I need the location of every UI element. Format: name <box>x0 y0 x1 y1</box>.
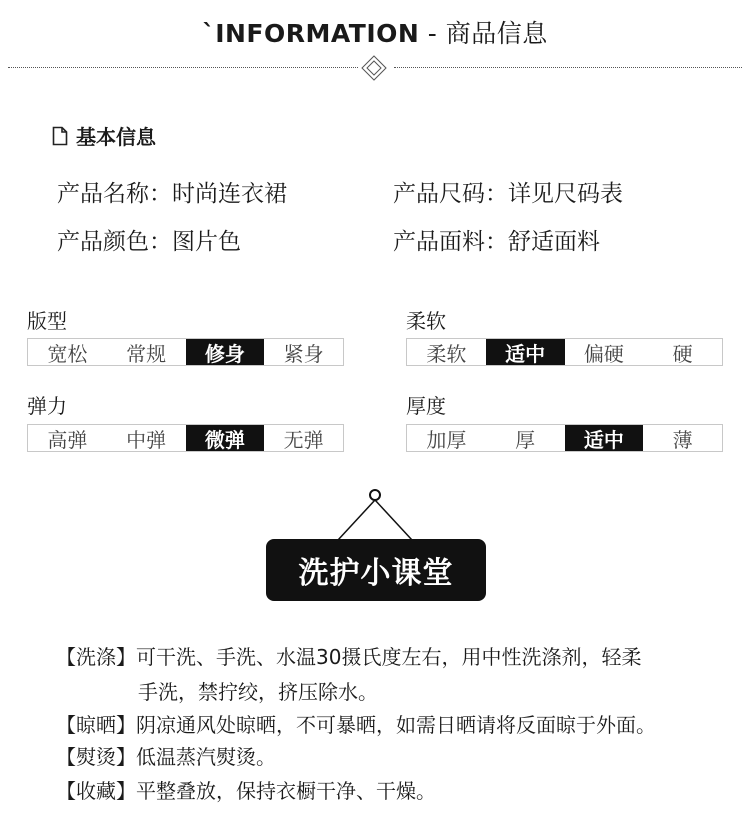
care-tag: 【洗涤】 <box>56 645 136 669</box>
care-line-wash <box>56 641 641 670</box>
attr-softness-option: 柔软 <box>426 341 467 366</box>
care-line-iron <box>56 741 276 770</box>
care-banner: 洗护小课堂 <box>266 539 486 601</box>
care-tag: 【收藏】 <box>56 779 136 803</box>
care-line-wash-cont: 手洗，禁拧绞，挤压除水。 <box>138 680 378 704</box>
page-title-en: `INFORMATION <box>202 19 420 48</box>
info-value: 图片色 <box>172 229 241 255</box>
page-title-separator: - <box>427 19 438 48</box>
page-title-cn: 商品信息 <box>445 19 548 48</box>
basic-info-title: 基本信息 <box>76 125 156 149</box>
attr-fit-option-selected: 修身 <box>186 339 265 365</box>
info-value: 时尚连衣裙 <box>172 181 287 207</box>
attr-elasticity-option: 中弹 <box>126 427 167 452</box>
care-tag: 【熨烫】 <box>56 745 136 769</box>
care-line-dry <box>56 709 656 738</box>
care-text: 可干洗、手洗、水温30摄氏度左右，用中性洗涤剂，轻柔 <box>136 645 642 669</box>
care-text: 平整叠放，保持衣橱干净、干燥。 <box>136 779 436 803</box>
info-product-size: 产品尺码：详见尺码表 <box>393 181 623 207</box>
care-text: 低温蒸汽熨烫。 <box>136 745 276 769</box>
info-product-name: 产品名称：时尚连衣裙 <box>57 181 287 207</box>
attr-fit-option: 紧身 <box>283 341 324 366</box>
attr-elasticity-scale <box>27 424 344 452</box>
document-icon <box>52 126 68 146</box>
care-tag: 【晾晒】 <box>56 713 136 737</box>
info-product-fabric: 产品面料：舒适面料 <box>393 229 600 255</box>
attr-fit-option: 宽松 <box>47 341 88 366</box>
divider-right <box>394 67 742 68</box>
info-product-color: 产品颜色：图片色 <box>57 229 241 255</box>
hanger-icon <box>330 486 420 546</box>
attr-thickness-scale <box>406 424 723 452</box>
attr-thickness-option: 薄 <box>672 427 693 452</box>
diamond-ornament-icon <box>361 55 387 81</box>
info-label: 产品尺码 <box>393 181 485 207</box>
attr-thickness-label: 厚度 <box>406 394 446 418</box>
basic-info-heading <box>52 121 156 150</box>
attr-elasticity-option: 无弹 <box>283 427 324 452</box>
care-text: 阴凉通风处晾晒，不可暴晒，如需日晒请将反面晾于外面。 <box>136 713 656 737</box>
attr-softness-scale <box>406 338 723 366</box>
attr-fit-option: 常规 <box>126 341 167 366</box>
page-title <box>0 14 750 50</box>
attr-thickness-option: 厚 <box>515 427 536 452</box>
info-label: 产品颜色 <box>57 229 149 255</box>
attr-fit-scale <box>27 338 344 366</box>
attr-softness-option: 偏硬 <box>583 341 624 366</box>
attr-elasticity-option: 高弹 <box>47 427 88 452</box>
attr-softness-option: 硬 <box>672 341 693 366</box>
info-label: 产品名称 <box>57 181 149 207</box>
attr-softness-label: 柔软 <box>406 309 446 333</box>
attr-fit-label: 版型 <box>27 309 67 333</box>
info-label: 产品面料 <box>393 229 485 255</box>
attr-elasticity-option-selected: 微弹 <box>186 425 265 451</box>
attr-thickness-option: 加厚 <box>426 427 467 452</box>
attr-elasticity-label: 弹力 <box>27 394 67 418</box>
care-line-store <box>56 775 436 804</box>
info-value: 舒适面料 <box>508 229 600 255</box>
info-value: 详见尺码表 <box>508 181 623 207</box>
attr-softness-option-selected: 适中 <box>486 339 565 365</box>
divider-left <box>8 67 358 68</box>
attr-thickness-option-selected: 适中 <box>565 425 644 451</box>
